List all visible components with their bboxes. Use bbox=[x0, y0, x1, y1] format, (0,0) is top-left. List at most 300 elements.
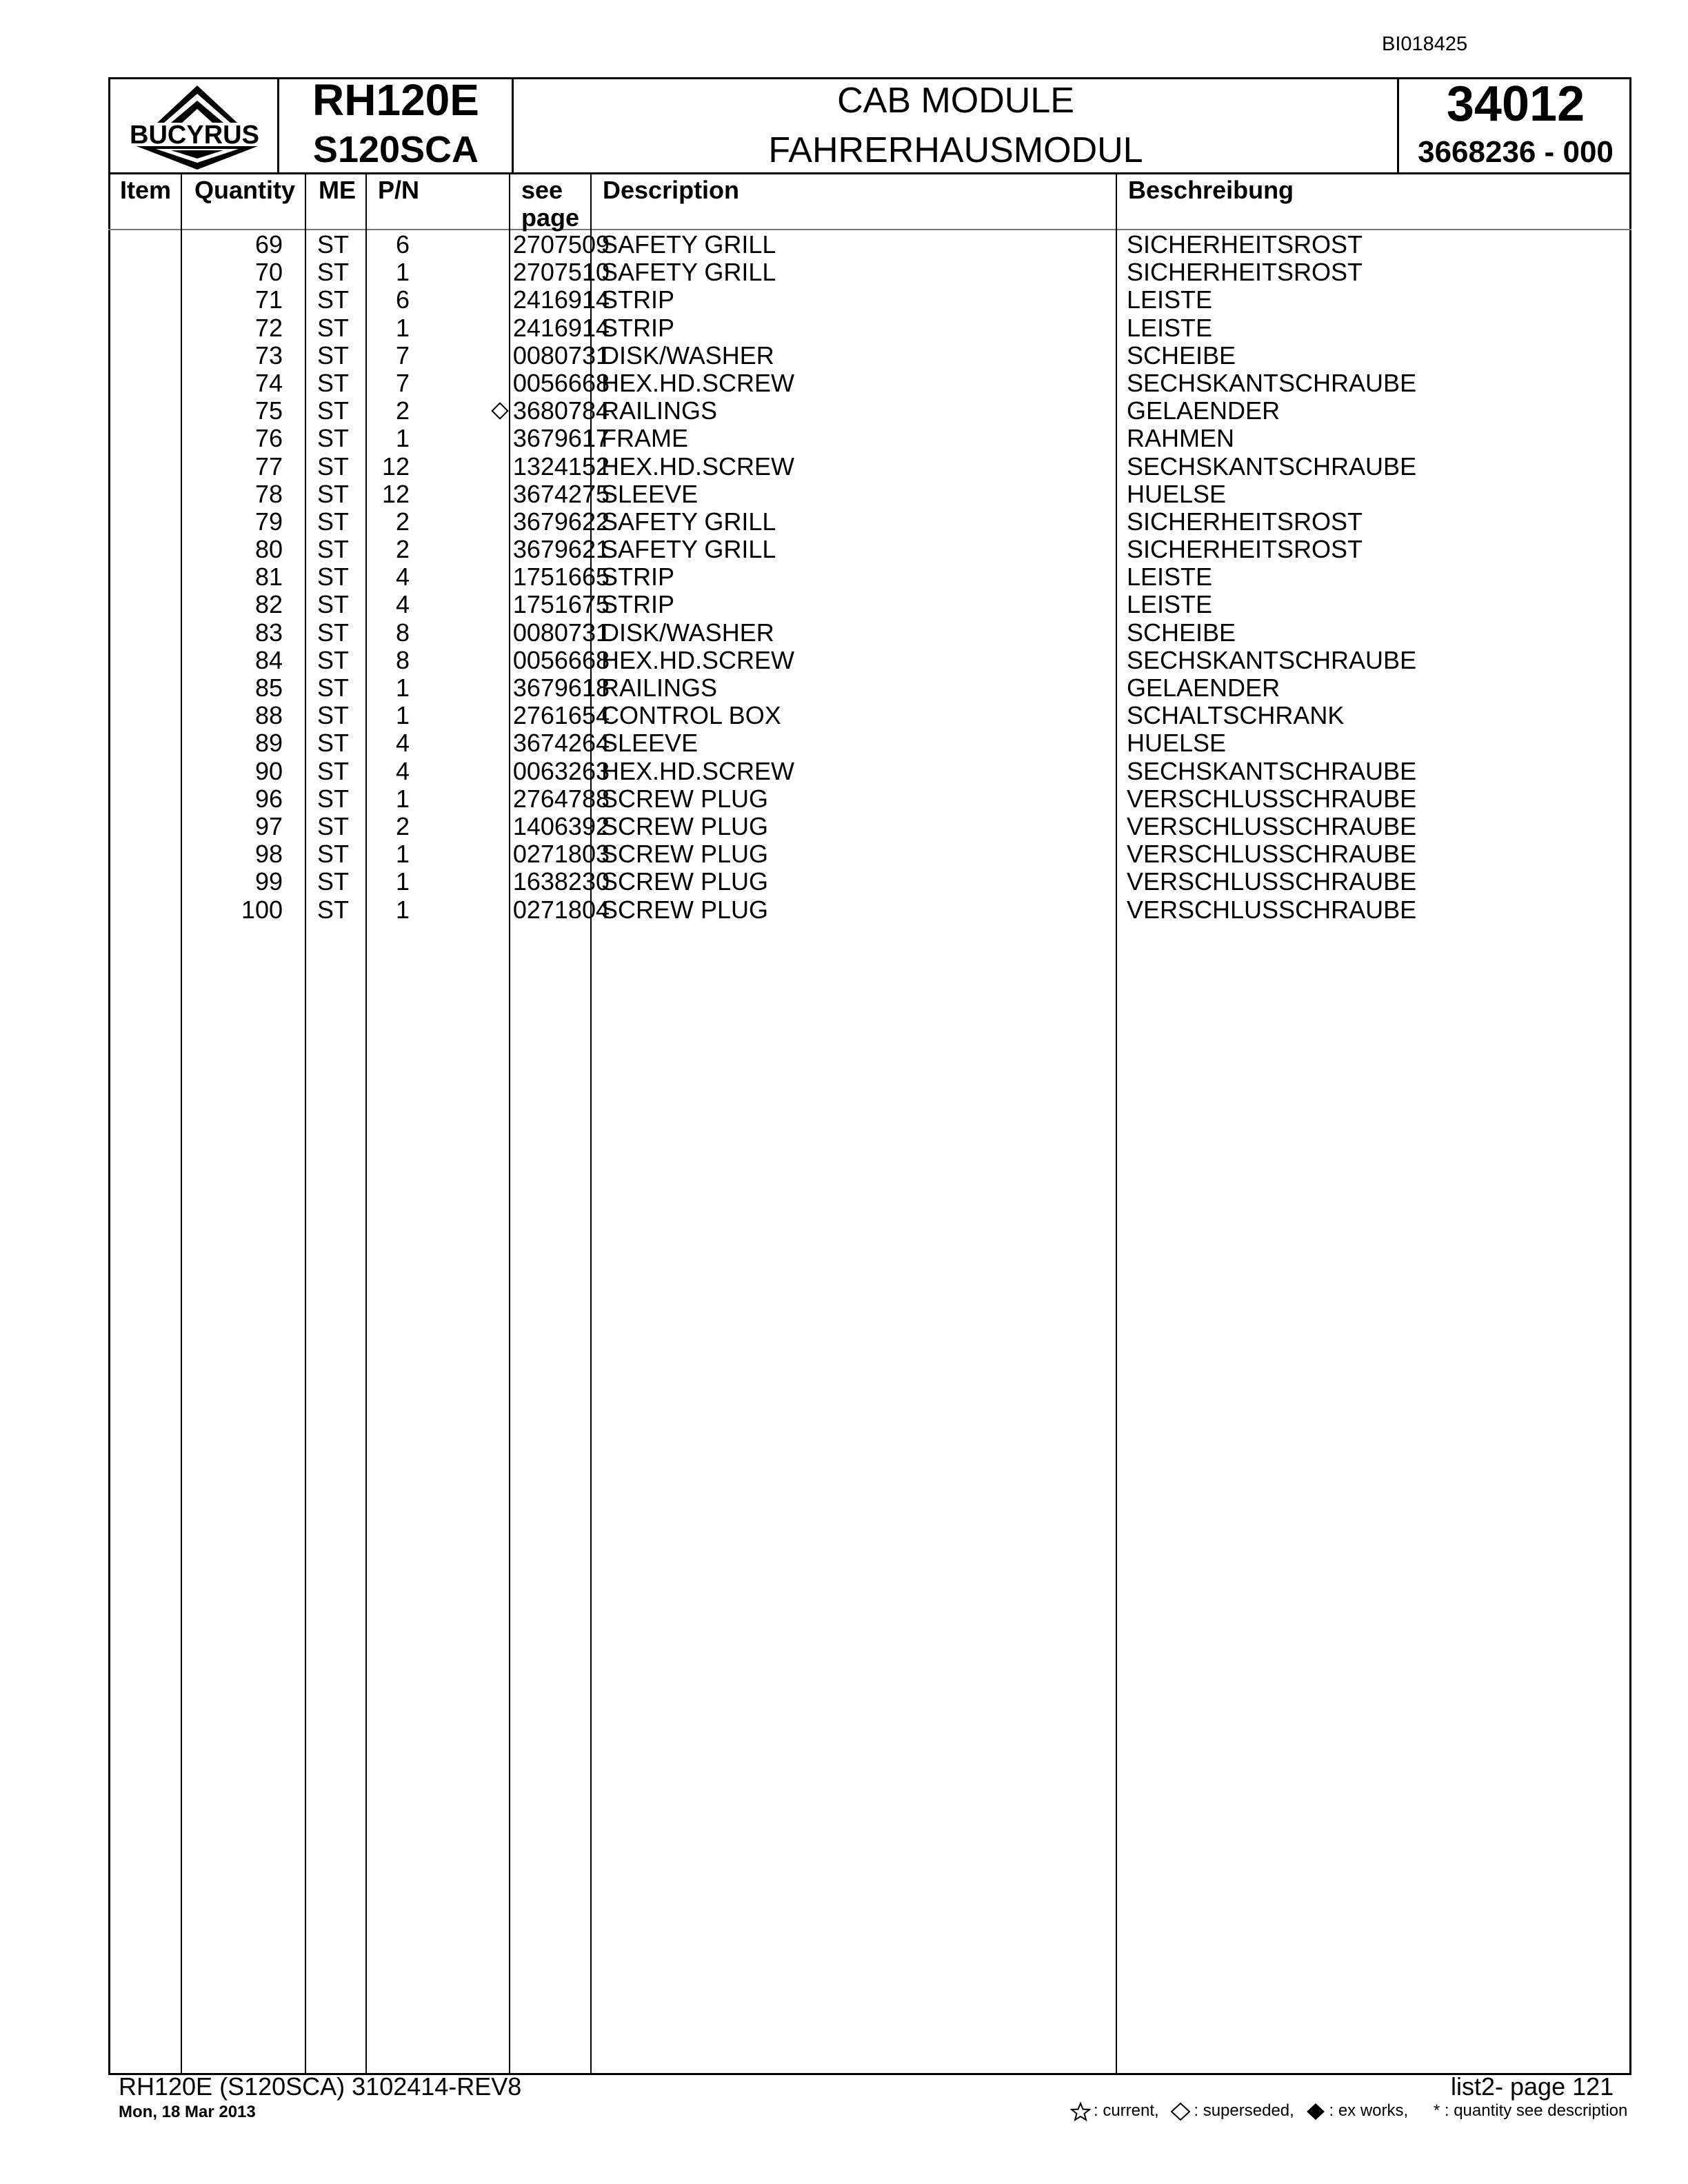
row-me-text: ST bbox=[317, 840, 350, 869]
row-item-text: 77 bbox=[254, 452, 283, 481]
row-description-text: SCREW PLUG bbox=[601, 811, 769, 840]
row-me bbox=[317, 342, 349, 370]
row-item-text: 73 bbox=[254, 341, 283, 370]
row-quantity-text: 6 bbox=[395, 230, 410, 259]
row-description-text: SCREW PLUG bbox=[601, 895, 769, 924]
row-description bbox=[601, 453, 794, 481]
row-beschreibung bbox=[1127, 453, 1416, 481]
row-item-text: 96 bbox=[254, 784, 283, 813]
row-description-text: SAFETY GRILL bbox=[601, 230, 776, 259]
row-description-text: CONTROL BOX bbox=[601, 701, 781, 730]
legend-superseded: : superseded, bbox=[1194, 2101, 1294, 2120]
status-legend bbox=[1070, 2101, 1627, 2121]
table-row bbox=[110, 840, 1627, 868]
row-item bbox=[241, 896, 283, 924]
row-item bbox=[255, 868, 283, 896]
row-item bbox=[255, 536, 283, 563]
row-part-number bbox=[513, 896, 610, 924]
row-description bbox=[601, 536, 776, 563]
row-beschreibung-text: LEISTE bbox=[1127, 563, 1213, 592]
row-beschreibung-text: SCHEIBE bbox=[1127, 341, 1236, 370]
row-me bbox=[317, 508, 349, 536]
row-item bbox=[255, 647, 283, 674]
row-description bbox=[601, 397, 717, 425]
row-me bbox=[317, 231, 349, 259]
row-description bbox=[601, 425, 688, 452]
col-header-beschreibung: Beschreibung bbox=[1128, 176, 1294, 204]
row-quantity-text: 2 bbox=[395, 507, 410, 536]
row-item-text: 75 bbox=[254, 396, 283, 425]
row-item bbox=[255, 453, 283, 481]
row-quantity-text: 1 bbox=[395, 674, 410, 702]
row-description bbox=[601, 868, 768, 896]
legend-ex-works: : ex works, bbox=[1329, 2101, 1409, 2120]
row-description-text: STRIP bbox=[601, 590, 675, 619]
row-part-number-text: 2707510 bbox=[512, 258, 610, 287]
row-part-number-text: 1751665 bbox=[512, 563, 610, 592]
row-me-text: ST bbox=[317, 368, 350, 397]
row-beschreibung bbox=[1127, 896, 1416, 924]
row-item-text: 81 bbox=[254, 563, 283, 592]
logo-text: BUCYRUS bbox=[130, 121, 259, 150]
row-part-number-text: 3679617 bbox=[512, 424, 610, 453]
table-row bbox=[110, 702, 1627, 729]
row-part-number-text: 1324152 bbox=[512, 452, 610, 481]
row-description bbox=[601, 813, 768, 840]
row-description-text: DISK/WASHER bbox=[601, 618, 774, 647]
table-row bbox=[110, 729, 1627, 757]
row-beschreibung bbox=[1127, 619, 1236, 647]
row-part-number-text: 0271804 bbox=[512, 895, 610, 924]
row-item bbox=[255, 785, 283, 813]
row-item-text: 88 bbox=[254, 701, 283, 730]
row-description-text: HEX.HD.SCREW bbox=[601, 645, 795, 674]
row-part-number-text: 0056668 bbox=[512, 645, 610, 674]
row-beschreibung bbox=[1127, 508, 1363, 536]
row-quantity-text: 4 bbox=[395, 729, 410, 758]
row-part-number bbox=[513, 259, 610, 286]
row-part-number bbox=[513, 536, 610, 563]
row-quantity-text: 1 bbox=[395, 840, 410, 869]
table-row bbox=[110, 286, 1627, 314]
row-item-text: 78 bbox=[254, 479, 283, 508]
row-beschreibung-text: VERSCHLUSSCHRAUBE bbox=[1127, 811, 1417, 840]
row-me bbox=[317, 758, 349, 785]
row-beschreibung-text: SICHERHEITSROST bbox=[1127, 507, 1363, 536]
row-description bbox=[601, 370, 794, 397]
col-header-quantity: Quantity bbox=[194, 176, 296, 204]
row-description bbox=[601, 785, 768, 813]
table-row bbox=[110, 563, 1627, 591]
row-beschreibung bbox=[1127, 425, 1234, 452]
row-item bbox=[255, 397, 283, 425]
row-part-number-text: 0063263 bbox=[512, 756, 610, 785]
row-quantity bbox=[396, 896, 410, 924]
row-item-text: 79 bbox=[254, 507, 283, 536]
col-header-description: Description bbox=[603, 176, 740, 204]
row-beschreibung bbox=[1127, 674, 1280, 702]
table-row bbox=[110, 647, 1627, 674]
row-description bbox=[601, 591, 674, 618]
row-description bbox=[601, 259, 776, 286]
row-quantity bbox=[396, 563, 410, 591]
row-beschreibung-text: SECHSKANTSCHRAUBE bbox=[1127, 368, 1417, 397]
table-row bbox=[110, 619, 1627, 647]
row-me-text: ST bbox=[317, 396, 350, 425]
row-item bbox=[255, 563, 283, 591]
row-part-number bbox=[513, 840, 610, 868]
row-beschreibung bbox=[1127, 758, 1416, 785]
row-quantity-text: 1 bbox=[395, 867, 410, 896]
row-beschreibung-text: HUELSE bbox=[1127, 729, 1227, 758]
row-quantity bbox=[396, 342, 410, 370]
row-description-text: HEX.HD.SCREW bbox=[601, 452, 795, 481]
row-part-number bbox=[513, 231, 610, 259]
row-me-text: ST bbox=[317, 452, 350, 481]
row-description bbox=[601, 342, 774, 370]
row-beschreibung-text: GELAENDER bbox=[1127, 396, 1280, 425]
row-quantity-text: 12 bbox=[381, 452, 410, 481]
row-description bbox=[601, 702, 781, 729]
row-me bbox=[317, 896, 349, 924]
row-part-number bbox=[513, 674, 610, 702]
row-part-number-text: 2416914 bbox=[512, 285, 610, 314]
superseded-diamond-icon bbox=[491, 402, 508, 419]
table-row bbox=[110, 674, 1627, 702]
row-description-text: STRIP bbox=[601, 563, 675, 592]
row-beschreibung bbox=[1127, 840, 1416, 868]
row-quantity bbox=[396, 231, 410, 259]
row-part-number-text: 1751675 bbox=[512, 590, 610, 619]
row-me bbox=[317, 259, 349, 286]
table-row bbox=[110, 453, 1627, 481]
row-part-number-text: 2707509 bbox=[512, 230, 610, 259]
row-me bbox=[317, 619, 349, 647]
row-me bbox=[317, 563, 349, 591]
row-quantity bbox=[396, 702, 410, 729]
legend-quantity: * : quantity see description bbox=[1433, 2101, 1628, 2120]
row-item bbox=[255, 286, 283, 314]
row-description bbox=[601, 481, 698, 508]
row-beschreibung-text: GELAENDER bbox=[1127, 674, 1280, 702]
row-beschreibung-text: SECHSKANTSCHRAUBE bbox=[1127, 756, 1417, 785]
row-part-number-text: 2416914 bbox=[512, 313, 610, 342]
row-item bbox=[255, 259, 283, 286]
row-me-text: ST bbox=[317, 729, 350, 758]
header-divider-v3 bbox=[1397, 77, 1399, 174]
row-beschreibung bbox=[1127, 647, 1416, 674]
row-item bbox=[255, 674, 283, 702]
row-beschreibung-text: HUELSE bbox=[1127, 479, 1227, 508]
diamond-filled-icon bbox=[1305, 2102, 1326, 2121]
row-part-number bbox=[513, 481, 610, 508]
row-item-text: 99 bbox=[254, 867, 283, 896]
row-quantity-text: 4 bbox=[395, 590, 410, 619]
footer-date: Mon, 18 Mar 2013 bbox=[119, 2103, 256, 2121]
row-part-number bbox=[513, 563, 610, 591]
row-me-text: ST bbox=[317, 535, 350, 564]
row-description-text: RAILINGS bbox=[601, 674, 718, 702]
row-beschreibung bbox=[1127, 813, 1416, 840]
row-me-text: ST bbox=[317, 784, 350, 813]
row-beschreibung-text: SECHSKANTSCHRAUBE bbox=[1127, 452, 1417, 481]
row-beschreibung bbox=[1127, 536, 1363, 563]
row-part-number-text: 3674264 bbox=[512, 729, 610, 758]
table-row bbox=[110, 481, 1627, 508]
row-me-text: ST bbox=[317, 313, 350, 342]
row-me bbox=[317, 286, 349, 314]
row-description bbox=[601, 286, 674, 314]
table-row bbox=[110, 785, 1627, 813]
row-item-text: 83 bbox=[254, 618, 283, 647]
row-quantity bbox=[396, 508, 410, 536]
row-me-text: ST bbox=[317, 341, 350, 370]
row-beschreibung-text: VERSCHLUSSCHRAUBE bbox=[1127, 867, 1417, 896]
row-quantity-text: 2 bbox=[395, 811, 410, 840]
row-quantity bbox=[396, 813, 410, 840]
row-me-text: ST bbox=[317, 479, 350, 508]
row-quantity-text: 7 bbox=[395, 368, 410, 397]
row-part-number bbox=[513, 508, 610, 536]
footer-document-ref: RH120E (S120SCA) 3102414-REV8 bbox=[119, 2072, 522, 2101]
table-row bbox=[110, 231, 1627, 259]
table-row bbox=[110, 758, 1627, 785]
row-me bbox=[317, 674, 349, 702]
row-me bbox=[317, 370, 349, 397]
row-part-number bbox=[513, 758, 610, 785]
row-item-text: 89 bbox=[254, 729, 283, 758]
table-row bbox=[110, 591, 1627, 618]
row-part-number bbox=[513, 619, 610, 647]
row-description-text: SLEEVE bbox=[601, 479, 699, 508]
row-quantity bbox=[382, 453, 410, 481]
row-beschreibung-text: VERSCHLUSSCHRAUBE bbox=[1127, 895, 1417, 924]
row-me bbox=[317, 813, 349, 840]
row-me-text: ST bbox=[317, 811, 350, 840]
row-part-number bbox=[513, 813, 610, 840]
row-me bbox=[317, 785, 349, 813]
row-me bbox=[317, 702, 349, 729]
row-beschreibung-text: LEISTE bbox=[1127, 590, 1213, 619]
footer-page: list2- page 121 bbox=[1451, 2072, 1614, 2101]
row-beschreibung bbox=[1127, 342, 1236, 370]
row-quantity-text: 8 bbox=[395, 645, 410, 674]
row-description-text: SAFETY GRILL bbox=[601, 507, 776, 536]
row-me bbox=[317, 314, 349, 342]
row-beschreibung bbox=[1127, 702, 1344, 729]
row-me-text: ST bbox=[317, 756, 350, 785]
row-me bbox=[317, 647, 349, 674]
row-item bbox=[255, 619, 283, 647]
star-outline-icon bbox=[1070, 2102, 1091, 2121]
sheet-reference: 3668236 - 000 bbox=[1418, 135, 1614, 169]
table-row bbox=[110, 342, 1627, 370]
row-item-text: 80 bbox=[254, 535, 283, 564]
row-part-number-text: 3679622 bbox=[512, 507, 610, 536]
row-part-number bbox=[513, 868, 610, 896]
row-quantity bbox=[396, 536, 410, 563]
row-me-text: ST bbox=[317, 507, 350, 536]
row-quantity bbox=[396, 785, 410, 813]
table-row bbox=[110, 896, 1627, 924]
row-description bbox=[601, 729, 698, 757]
machine-model: RH120E bbox=[312, 75, 479, 125]
row-quantity bbox=[396, 259, 410, 286]
row-me-text: ST bbox=[317, 618, 350, 647]
sheet-number: 34012 bbox=[1446, 77, 1585, 132]
col-header-me: ME bbox=[319, 176, 356, 204]
row-quantity bbox=[396, 729, 410, 757]
diamond-outline-icon bbox=[1170, 2102, 1191, 2121]
row-quantity bbox=[382, 481, 410, 508]
col-header-see: see bbox=[521, 176, 563, 204]
row-me-text: ST bbox=[317, 230, 350, 259]
row-beschreibung-text: SICHERHEITSROST bbox=[1127, 230, 1363, 259]
row-me-text: ST bbox=[317, 563, 350, 592]
row-description bbox=[601, 619, 774, 647]
row-quantity-text: 8 bbox=[395, 618, 410, 647]
row-part-number bbox=[513, 702, 610, 729]
row-part-number-text: 0080731 bbox=[512, 341, 610, 370]
row-item bbox=[255, 231, 283, 259]
row-quantity bbox=[396, 674, 410, 702]
row-part-number-text: 3679618 bbox=[512, 674, 610, 702]
row-quantity bbox=[396, 397, 410, 425]
col-header-pn: P/N bbox=[378, 176, 420, 204]
row-part-number bbox=[513, 286, 610, 314]
row-part-number-text: 1638230 bbox=[512, 867, 610, 896]
row-part-number bbox=[513, 591, 610, 618]
row-item bbox=[255, 481, 283, 508]
legend-current: : current, bbox=[1094, 2101, 1159, 2120]
row-item bbox=[255, 813, 283, 840]
row-description-text: SCREW PLUG bbox=[601, 867, 769, 896]
row-quantity bbox=[396, 286, 410, 314]
row-description-text: STRIP bbox=[601, 285, 675, 314]
row-item-text: 74 bbox=[254, 368, 283, 397]
row-description-text: SCREW PLUG bbox=[601, 840, 769, 869]
row-quantity-text: 12 bbox=[381, 479, 410, 508]
row-quantity bbox=[396, 840, 410, 868]
row-me bbox=[317, 397, 349, 425]
row-beschreibung bbox=[1127, 314, 1212, 342]
row-beschreibung bbox=[1127, 397, 1280, 425]
row-item bbox=[255, 425, 283, 452]
row-item bbox=[255, 370, 283, 397]
row-part-number bbox=[513, 785, 610, 813]
row-quantity-text: 4 bbox=[395, 756, 410, 785]
row-me bbox=[317, 453, 349, 481]
row-item-text: 97 bbox=[254, 811, 283, 840]
row-description bbox=[601, 840, 768, 868]
row-description bbox=[601, 647, 794, 674]
row-part-number-text: 3674275 bbox=[512, 479, 610, 508]
row-part-number bbox=[513, 453, 610, 481]
row-part-number bbox=[513, 370, 610, 397]
row-item bbox=[255, 702, 283, 729]
row-item bbox=[255, 840, 283, 868]
row-item bbox=[255, 508, 283, 536]
row-description bbox=[601, 314, 674, 342]
row-quantity-text: 2 bbox=[395, 535, 410, 564]
row-part-number bbox=[513, 425, 610, 452]
row-item-text: 72 bbox=[254, 313, 283, 342]
row-beschreibung bbox=[1127, 259, 1363, 286]
bucyrus-logo bbox=[116, 81, 273, 172]
row-quantity-text: 1 bbox=[395, 784, 410, 813]
row-quantity bbox=[396, 619, 410, 647]
row-beschreibung-text: SICHERHEITSROST bbox=[1127, 258, 1363, 287]
row-me bbox=[317, 481, 349, 508]
row-quantity bbox=[396, 370, 410, 397]
title-english: CAB MODULE bbox=[837, 81, 1074, 121]
row-beschreibung-text: RAHMEN bbox=[1127, 424, 1235, 453]
table-row bbox=[110, 813, 1627, 840]
row-quantity bbox=[396, 868, 410, 896]
row-description bbox=[601, 231, 776, 259]
row-me bbox=[317, 729, 349, 757]
row-me-text: ST bbox=[317, 701, 350, 730]
row-description-text: SCREW PLUG bbox=[601, 784, 769, 813]
row-description bbox=[601, 674, 717, 702]
table-row bbox=[110, 508, 1627, 536]
row-item-text: 69 bbox=[254, 230, 283, 259]
col-header-see-page bbox=[521, 176, 579, 232]
row-item bbox=[255, 342, 283, 370]
row-quantity bbox=[396, 758, 410, 785]
row-description-text: RAILINGS bbox=[601, 396, 718, 425]
row-me-text: ST bbox=[317, 674, 350, 702]
row-item-text: 85 bbox=[254, 674, 283, 702]
row-description-text: DISK/WASHER bbox=[601, 341, 774, 370]
row-item bbox=[255, 591, 283, 618]
title-german: FAHRERHAUSMODUL bbox=[768, 130, 1143, 170]
row-beschreibung bbox=[1127, 729, 1226, 757]
row-quantity-text: 7 bbox=[395, 341, 410, 370]
row-description-text: STRIP bbox=[601, 313, 675, 342]
parts-table bbox=[110, 231, 1627, 924]
row-quantity-text: 1 bbox=[395, 424, 410, 453]
row-item-text: 76 bbox=[254, 424, 283, 453]
row-part-number-text: 1406392 bbox=[512, 811, 610, 840]
row-me bbox=[317, 868, 349, 896]
table-row bbox=[110, 868, 1627, 896]
row-beschreibung-text: VERSCHLUSSCHRAUBE bbox=[1127, 784, 1417, 813]
row-item-text: 70 bbox=[254, 258, 283, 287]
machine-sub-model: S120SCA bbox=[312, 129, 479, 170]
row-part-number bbox=[494, 397, 610, 425]
row-quantity-text: 1 bbox=[395, 313, 410, 342]
row-description bbox=[601, 758, 794, 785]
row-quantity-text: 1 bbox=[395, 895, 410, 924]
row-item-text: 98 bbox=[254, 840, 283, 869]
row-part-number bbox=[513, 314, 610, 342]
row-description bbox=[601, 896, 768, 924]
row-beschreibung bbox=[1127, 591, 1212, 618]
row-item-text: 84 bbox=[254, 645, 283, 674]
row-description-text: SLEEVE bbox=[601, 729, 699, 758]
row-item-text: 82 bbox=[254, 590, 283, 619]
row-me bbox=[317, 591, 349, 618]
row-beschreibung-text: SICHERHEITSROST bbox=[1127, 535, 1363, 564]
document-id: BI018425 bbox=[1382, 33, 1468, 55]
row-beschreibung-text: SCHALTSCHRANK bbox=[1127, 701, 1345, 730]
row-quantity-text: 2 bbox=[395, 396, 410, 425]
row-part-number-text: 0271803 bbox=[512, 840, 610, 869]
row-beschreibung bbox=[1127, 231, 1363, 259]
row-part-number-text: 2764788 bbox=[512, 784, 610, 813]
row-item bbox=[255, 758, 283, 785]
